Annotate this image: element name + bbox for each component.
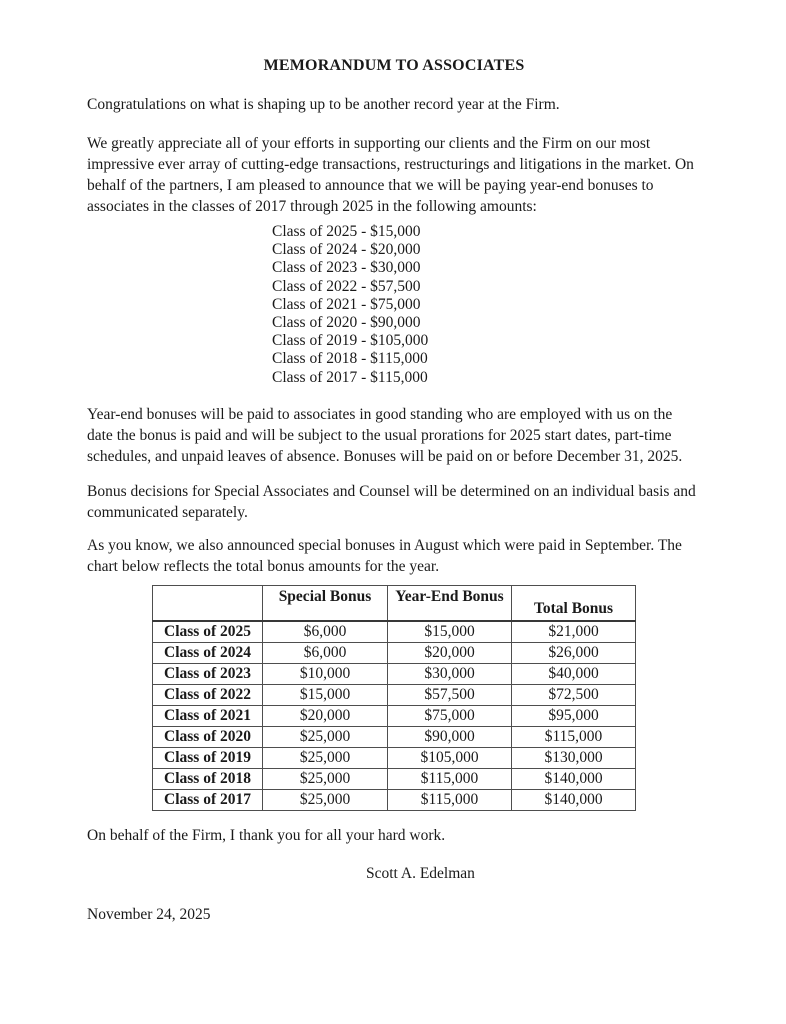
cell-year-end-bonus: $115,000	[388, 790, 512, 811]
cell-year-end-bonus: $20,000	[388, 643, 512, 664]
cell-total-bonus: $40,000	[512, 664, 636, 685]
cell-special-bonus: $25,000	[263, 769, 388, 790]
cell-year-end-bonus: $75,000	[388, 706, 512, 727]
table-row	[153, 643, 636, 664]
table-row	[153, 790, 636, 811]
header-total-bonus: Total Bonus	[512, 585, 636, 621]
cell-class-label: Class of 2018	[153, 769, 263, 790]
paragraph-special-bonuses: As you know, we also announced special bonuses in August which were paid in September. The chart below reflects the total bonus amounts for the year.	[87, 536, 682, 575]
cell-class-label: Class of 2025	[153, 621, 263, 643]
cell-total-bonus: $95,000	[512, 706, 636, 727]
bonus-list-item: Class of 2020 - $90,000	[272, 314, 421, 332]
cell-special-bonus: $25,000	[263, 790, 388, 811]
cell-year-end-bonus: $15,000	[388, 621, 512, 643]
cell-year-end-bonus: $90,000	[388, 727, 512, 748]
cell-special-bonus: $25,000	[263, 748, 388, 769]
table-row	[153, 748, 636, 769]
cell-special-bonus: $6,000	[263, 621, 388, 643]
table-row	[153, 685, 636, 706]
paragraph-payment-terms: Year-end bonuses will be paid to associates in good standing who are employed with us on the date the bonus is paid and will be subject to the usual prorations for 2025 start dates, part-time schedules, and unpaid leaves of absence. Bonuses will be paid on or before December 31, 2025.	[87, 405, 683, 465]
cell-total-bonus: $72,500	[512, 685, 636, 706]
bonus-list-item: Class of 2017 - $115,000	[272, 368, 428, 386]
paragraph-special-associates: Bonus decisions for Special Associates and Counsel will be determined on an individual basis and communicated separately.	[87, 482, 696, 521]
bonus-list-item: Class of 2024 - $20,000	[272, 241, 421, 259]
cell-year-end-bonus: $105,000	[388, 748, 512, 769]
signature-name: Scott A. Edelman	[366, 865, 475, 883]
cell-total-bonus: $21,000	[512, 621, 636, 643]
bonus-list-item: Class of 2022 - $57,500	[272, 277, 421, 295]
cell-special-bonus: $20,000	[263, 706, 388, 727]
memo-date: November 24, 2025	[87, 906, 211, 924]
cell-year-end-bonus: $115,000	[388, 769, 512, 790]
table-row	[153, 706, 636, 727]
cell-total-bonus: $115,000	[512, 727, 636, 748]
table-row	[153, 664, 636, 685]
cell-total-bonus: $140,000	[512, 769, 636, 790]
bonus-list-item: Class of 2018 - $115,000	[272, 350, 428, 368]
memo-content	[87, 55, 701, 925]
bonus-list-item: Class of 2021 - $75,000	[272, 295, 421, 313]
cell-special-bonus: $25,000	[263, 727, 388, 748]
cell-special-bonus: $6,000	[263, 643, 388, 664]
paragraph-closing: On behalf of the Firm, I thank you for all your hard work.	[87, 827, 446, 845]
table-row	[153, 769, 636, 790]
header-special-bonus: Special Bonus	[263, 585, 388, 621]
table-row	[153, 727, 636, 748]
bonus-table	[152, 585, 636, 812]
cell-year-end-bonus: $57,500	[388, 685, 512, 706]
cell-class-label: Class of 2020	[153, 727, 263, 748]
paragraph-appreciation: We greatly appreciate all of your efforts in supporting our clients and the Firm on our most impressive ever array of cutting-edge transactions, restructurings and litigations in the market. On behalf of the partners, I am pleased to announce that we will be paying year-end bonuses to associates in the classes of 2017 through 2025 in the following amounts:	[87, 135, 694, 215]
cell-total-bonus: $130,000	[512, 748, 636, 769]
bonus-list-item: Class of 2019 - $105,000	[272, 332, 429, 350]
table-row	[153, 621, 636, 643]
cell-class-label: Class of 2019	[153, 748, 263, 769]
paragraph-congratulations: Congratulations on what is shaping up to be another record year at the Firm.	[87, 96, 560, 113]
cell-class-label: Class of 2017	[153, 790, 263, 811]
cell-class-label: Class of 2021	[153, 706, 263, 727]
header-year-end-bonus: Year-End Bonus	[388, 585, 512, 621]
header-empty-cell	[153, 585, 263, 621]
bonus-list-item: Class of 2023 - $30,000	[272, 259, 421, 277]
bonus-list-item: Class of 2025 - $15,000	[272, 223, 421, 240]
cell-year-end-bonus: $30,000	[388, 664, 512, 685]
cell-class-label: Class of 2022	[153, 685, 263, 706]
cell-special-bonus: $15,000	[263, 685, 388, 706]
cell-class-label: Class of 2023	[153, 664, 263, 685]
cell-special-bonus: $10,000	[263, 664, 388, 685]
cell-class-label: Class of 2024	[153, 643, 263, 664]
cell-total-bonus: $140,000	[512, 790, 636, 811]
memo-title: MEMORANDUM TO ASSOCIATES	[263, 57, 525, 74]
cell-total-bonus: $26,000	[512, 643, 636, 664]
bonus-list	[272, 223, 701, 387]
table-header-row	[153, 585, 636, 621]
